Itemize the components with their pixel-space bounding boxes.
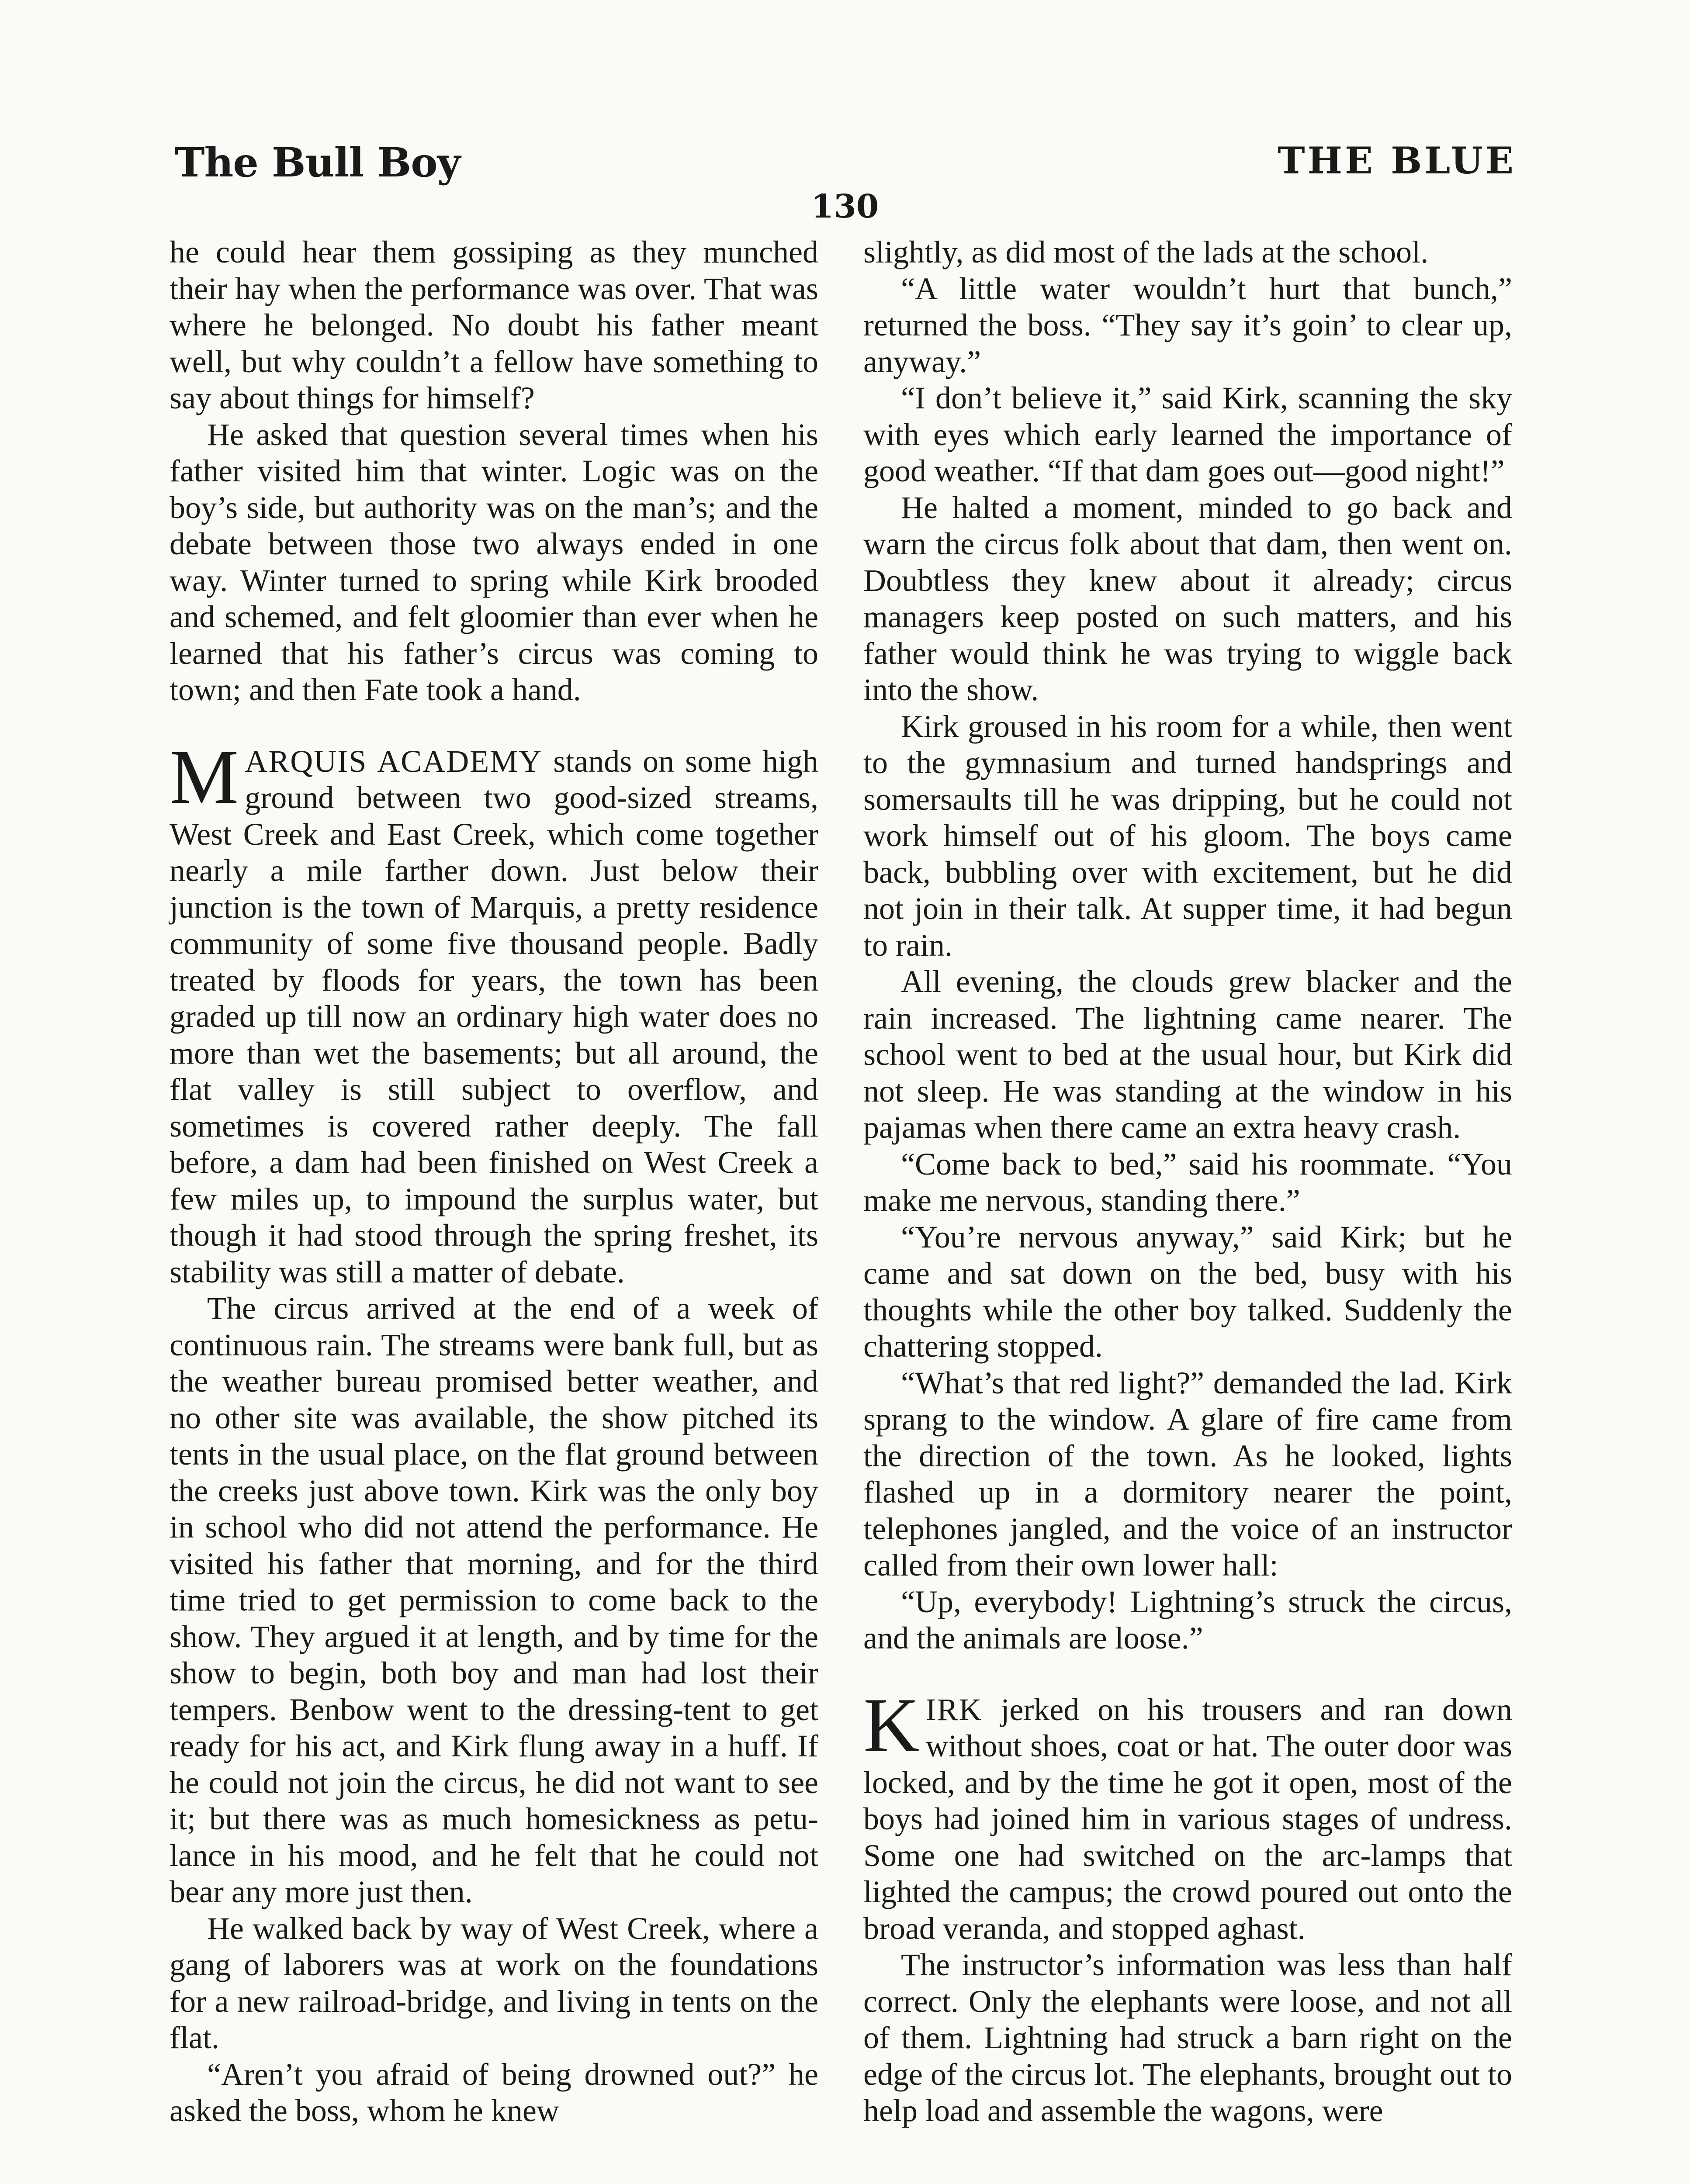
paragraph: The circus arrived at the end of a week of continuous rain. The streams were bank full, but as the weather bureau promised better weather, and no other site was available, the show pitched its tents in the usual place, on the flat ground between the creeks just above town. Kirk was the only boy in school who did not attend the performance. He visited his father that morning, and for the third time tried to get permission to come back to the show. They argued it at length, and by time for the show to begin, both boy and man had lost their tempers. Benbow went to the dressing-tent to get ready for his act, and Kirk flung away in a huff. If he could not join the circus, he did not want to see it; but there was as much homesickness as petulance in his mood, and he felt that he could not bear any more just then.: [170, 1291, 818, 1909]
left-column: [170, 234, 818, 2129]
paragraph: “A little water wouldn’t hurt that bunch,” returned the boss. “They say it’s goin’ to clear up, anyway.”: [863, 271, 1512, 379]
drop-cap: M: [170, 733, 239, 820]
section-paragraph: [863, 1681, 1512, 1947]
lead-words: ARQUIS ACADEMY: [245, 743, 543, 779]
paragraph: “You’re nervous anyway,” said Kirk; but he came and sat down on the bed, busy with his thoughts while the other boy talked. Suddenly the chattering stopped.: [863, 1219, 1512, 1364]
right-column: [863, 234, 1512, 2129]
paragraph: All evening, the clouds grew blacker and the rain increased. The lightning came nearer. The school went to bed at the usual hour, but Kirk did not sleep. He was standing at the window in his pajamas when there came an extra heavy crash.: [863, 964, 1512, 1145]
paragraph-text: jerked on his trousers and ran down without shoes, coat or hat. The outer door was locked, and by the time he got it open, most of the boys had joined him in various stages of undress. Some one had switched on the arc-lamps that lighted the campus; the crowd poured out onto the broad veranda, and stopped aghast.: [863, 1692, 1512, 1946]
drop-cap: K: [863, 1681, 920, 1768]
page-number: 130: [811, 188, 879, 225]
paragraph-text: stands on some high ground between two good-sized streams, West Creek and East Creek, which come together nearly a mile farther down. Just below their junction is the town of Marquis, a pretty residence community of some five thousand people. Badly treated by floods for years, the town has been graded up till now an ordinary high water does no more than wet the basements; but all around, the flat valley is still subject to overflow, and sometimes is covered rather deeply. The fall before, a dam had been finished on West Creek a few miles up, to impound the surplus water, but though it had stood through the spring freshet, its stability was still a matter of debate.: [170, 743, 818, 1289]
paragraph: “What’s that red light?” demanded the lad. Kirk sprang to the window. A glare of fire came from the direction of the town. As he looked, lights flashed up in a dormitory nearer the point, telephones jangled, and the voice of an instructor called from their own lower hall:: [863, 1365, 1512, 1583]
paragraph: he could hear them gossiping as they munched their hay when the performance was over. That was where he belonged. No doubt his father meant well, but why couldn’t a fellow have something to say about things for himself?: [170, 235, 818, 415]
section-paragraph: [170, 733, 818, 1291]
paragraph: He walked back by way of West Creek, where a gang of laborers was at work on the foundations for a new railroad-bridge, and living in tents on the flat.: [170, 1911, 818, 2055]
paragraph: “Up, everybody! Lightning’s struck the circus, and the animals are loose.”: [863, 1584, 1512, 1655]
running-title: The Bull Boy: [175, 139, 461, 186]
paragraph: The instructor’s information was less than half correct. Only the elephants were loose, and not all of them. Lightning had struck a barn right on the edge of the circus lot. The elephants, brought out to help load and assemble the wagons, were: [863, 1947, 1512, 2128]
lead-words: IRK: [925, 1692, 983, 1727]
magazine-title: THE BLUE: [1278, 139, 1516, 182]
paragraph: “Aren’t you afraid of being drowned out?” he asked the boss, whom he knew: [170, 2056, 818, 2128]
paragraph: Kirk groused in his room for a while, then went to the gymnasium and turned handsprings and somersaults till he was dripping, but he could not work himself out of his gloom. The boys came back, bubbling over with excitement, but he did not join in their talk. At supper time, it had begun to rain.: [863, 708, 1512, 963]
paragraph: “Come back to bed,” said his roommate. “You make me nervous, standing there.”: [863, 1146, 1512, 1218]
paragraph: He halted a moment, minded to go back and warn the circus folk about that dam, then went on. Doubtless they knew about it already; circus managers keep posted on such matters, and his father would think he was trying to wiggle back into the show.: [863, 490, 1512, 707]
paragraph: slightly, as did most of the lads at the school.: [863, 235, 1429, 270]
paragraph: “I don’t believe it,” said Kirk, scanning the sky with eyes which early learned the importance of good weather. “If that dam goes out—good night!”: [863, 380, 1512, 488]
paragraph: He asked that question several times when his father visited him that winter. Logic was on the boy’s side, but authority was on the man’s; and the debate between those two always ended in one way. Winter turned to spring while Kirk brooded and schemed, and felt gloomier than ever when he learned that his father’s circus was coming to town; and then Fate took a hand.: [170, 417, 818, 707]
